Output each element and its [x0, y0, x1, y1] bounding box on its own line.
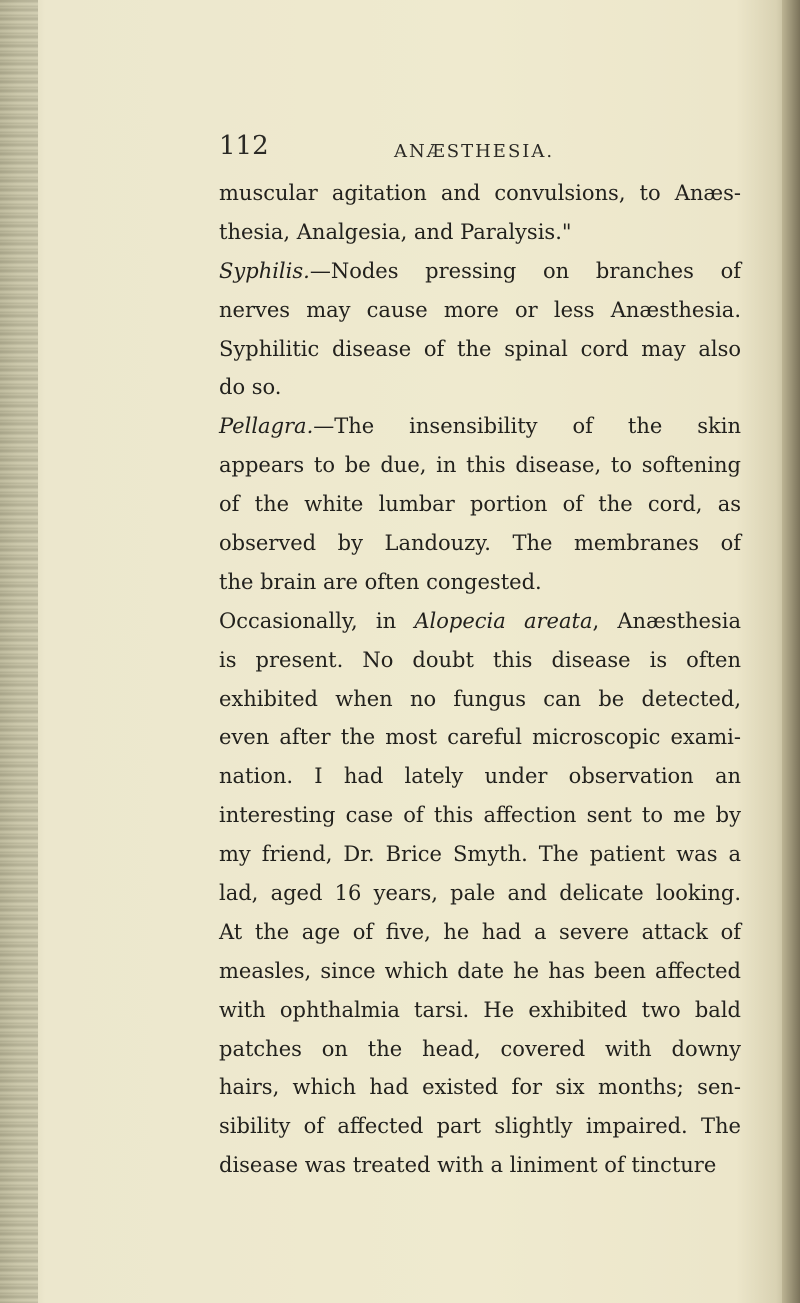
text-line: Pellagra.—The insensibility of the skin [219, 414, 741, 439]
text-line: appears to be due, in this disease, to softening [219, 453, 741, 478]
text-line: Occasionally, in Alopecia areata, Anæsthesia [219, 608, 741, 633]
text-line: lad, aged 16 years, pale and delicate looking. [219, 881, 741, 906]
text-line: of the white lumbar portion of the cord, as [219, 492, 741, 517]
text-line: thesia, Analgesia, and Paralysis." [219, 219, 572, 244]
text-line: my friend, Dr. Brice Smyth. The patient was a [219, 842, 741, 867]
running-title: ANÆSTHESIA. [394, 141, 555, 162]
text-line: with ophthalmia tarsi. He exhibited two bald [219, 997, 741, 1022]
text-line: nation. I had lately under observation an [219, 764, 741, 789]
text-line: the brain are often congested. [219, 569, 542, 594]
text-line: measles, since which date he has been affected [219, 958, 741, 983]
text-line: observed by Landouzy. The membranes of [219, 531, 741, 556]
text-line: At the age of five, he had a severe attack of [219, 919, 741, 944]
text-line: even after the most careful microscopic exami- [219, 725, 741, 750]
binding-edge [0, 0, 38, 1303]
page-number: 112 [219, 131, 269, 161]
text-line: do so. [219, 375, 282, 400]
text-line: Syphilis.—Nodes pressing on branches of [219, 258, 741, 283]
text-line: sibility of affected part slightly impaired. The [219, 1114, 741, 1139]
body-text [219, 174, 741, 1185]
text-line: disease was treated with a liniment of tincture [219, 1153, 717, 1178]
text-line: patches on the head, covered with downy [219, 1036, 741, 1061]
text-line: interesting case of this affection sent to me by [219, 803, 741, 828]
text-line: nerves may cause more or less Anæsthesia. [219, 297, 741, 322]
text-line: Syphilitic disease of the spinal cord may also [219, 336, 741, 361]
text-line: hairs, which had existed for six months; sen- [219, 1075, 741, 1100]
text-line: muscular agitation and convulsions, to Anæs- [219, 181, 741, 205]
text-line: is present. No doubt this disease is often [219, 647, 741, 672]
page-edge [782, 0, 800, 1303]
text-line: exhibited when no fungus can be detected, [219, 686, 741, 711]
